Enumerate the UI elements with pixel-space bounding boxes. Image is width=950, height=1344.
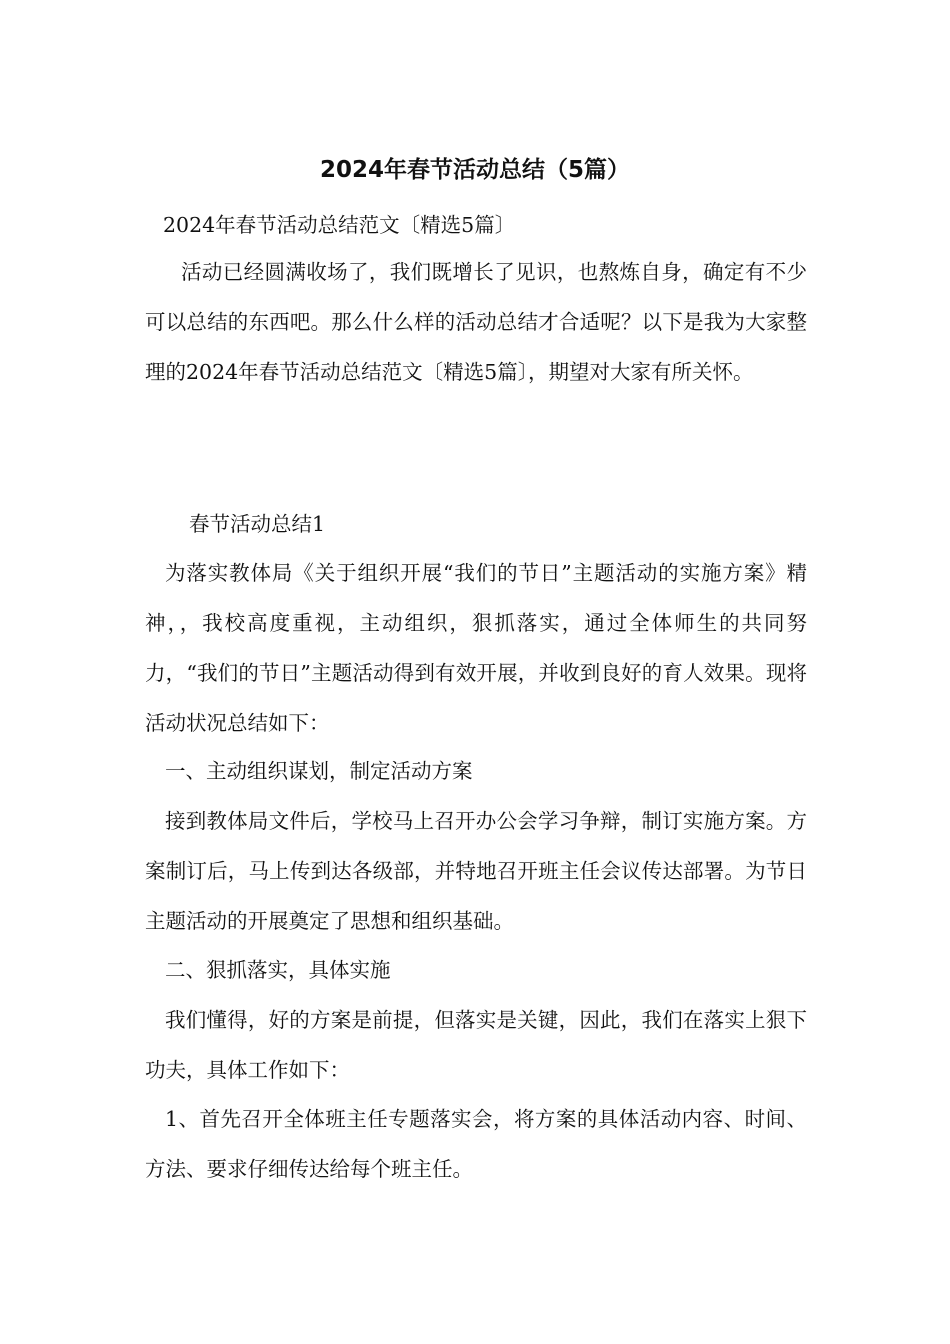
paragraph-2: 接到教体局文件后，学校马上召开办公会学习争辩，制订实施方案。方案制订后，马上传到达各级部，并特地召开班主任会议传达部署。为节日主题活动的开展奠定了思想和组织基础。 bbox=[145, 809, 807, 933]
intro-paragraph: 活动已经圆满收场了，我们既增长了见识，也熬炼自身，确定有不少可以总结的东西吧。那么什么样的活动总结才合适呢？以下是我为大家整理的2024年春节活动总结范文〔精选5篇〕，期望对大家有所关怀。 bbox=[145, 260, 807, 384]
document-subtitle: 2024年春节活动总结范文〔精选5篇〕 bbox=[163, 213, 516, 237]
section-heading: 春节活动总结1 bbox=[189, 512, 326, 536]
heading-2: 二、狠抓落实，具体实施 bbox=[165, 958, 391, 982]
paragraph-1: 为落实教体局《关于组织开展“我们的节日”主题活动的实施方案》精神，，我校高度重视，主动组织，狠抓落实，通过全体师生的共同努力，“我们的节日”主题活动得到有效开展，并收到良好的育人效果。现将活动状况总结如下： bbox=[145, 561, 807, 735]
list-item-1: 1、首先召开全体班主任专题落实会，将方案的具体活动内容、时间、方法、要求仔细传达给每个班主任。 bbox=[145, 1107, 807, 1181]
heading-1: 一、主动组织谋划，制定活动方案 bbox=[165, 759, 473, 783]
document-title: 2024年春节活动总结（5篇） bbox=[319, 157, 631, 183]
paragraph-3: 我们懂得，好的方案是前提，但落实是关键，因此，我们在落实上狠下功夫，具体工作如下： bbox=[145, 1008, 807, 1082]
